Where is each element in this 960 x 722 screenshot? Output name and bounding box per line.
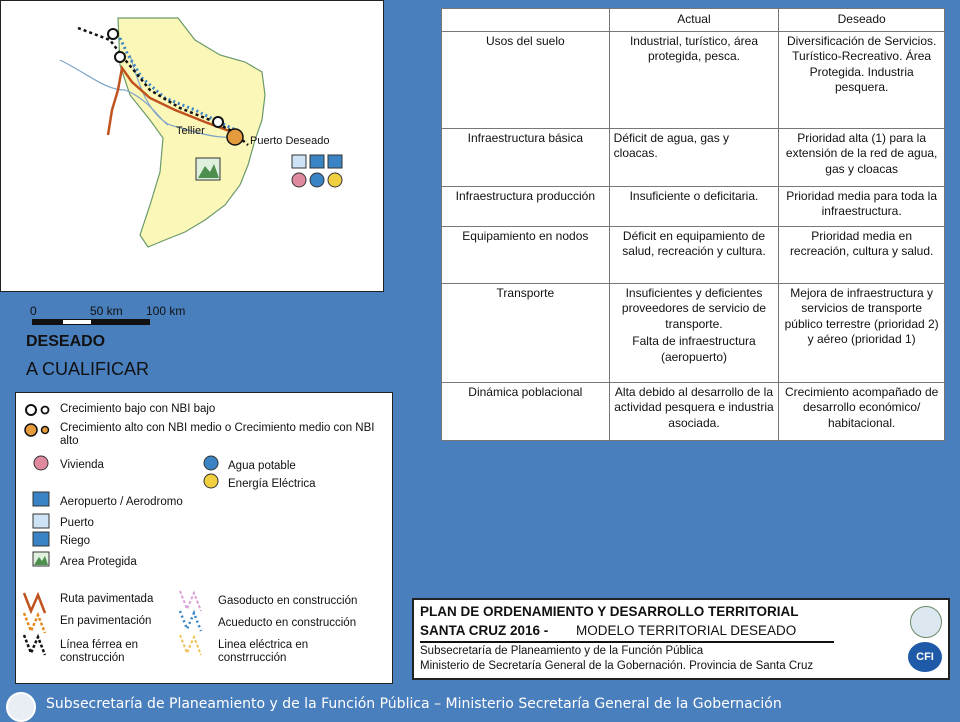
node-bajo xyxy=(115,52,125,62)
alto-icon xyxy=(24,423,54,437)
title-line1: PLAN DE ORDENAMIENTO Y DESARROLLO TERRITORIAL xyxy=(420,604,799,619)
legend-ruta: Ruta pavimentada xyxy=(60,593,154,605)
government-seal-icon xyxy=(6,692,36,722)
row-actual xyxy=(609,283,779,382)
aeropuerto-icon xyxy=(32,491,50,507)
row-category: Transporte xyxy=(442,283,610,382)
scale-bar xyxy=(30,304,230,328)
title-line2-rest: MODELO TERRITORIAL DESEADO xyxy=(576,623,797,638)
comparison-table xyxy=(441,8,945,441)
footer-text: Subsecretaría de Planeamiento y de la Función Pública – Ministerio Secretaría General de la Gobernación xyxy=(46,696,782,712)
legend-aeropuerto: Aeropuerto / Aerodromo xyxy=(60,496,183,508)
legend-alto: Crecimiento alto con NBI medio o Crecimiento medio con NBI alto xyxy=(60,422,375,447)
title-block xyxy=(412,598,950,680)
row-actual: Déficit en equipamiento de salud, recreación y cultura. xyxy=(609,226,779,283)
puerto-icon xyxy=(32,513,50,529)
row-category: Dinámica poblacional xyxy=(442,382,610,440)
node-alto xyxy=(227,129,243,145)
legend-vivienda: Vivienda xyxy=(60,459,104,471)
area-protegida-icon xyxy=(196,158,220,180)
label-tellier: Tellier xyxy=(176,125,205,137)
node-bajo xyxy=(213,117,223,127)
map-subtitle: A CUALIFICAR xyxy=(26,359,150,379)
map-panel xyxy=(0,0,384,292)
row-actual: Alta debido al desarrollo de la actividad pesquera e industria asociada. xyxy=(609,382,779,440)
legend-agua: Agua potable xyxy=(228,460,296,472)
node-bajo xyxy=(108,29,118,39)
agua-icon xyxy=(202,455,220,471)
table-header-row xyxy=(442,9,945,32)
area-protegida-legend-icon xyxy=(32,551,50,567)
row-deseado: Mejora de infraestructura y servicios de transporte público terrestre (prioridad 2) y aéreo (prioridad 1) xyxy=(779,283,945,382)
vivienda-icon xyxy=(32,455,50,471)
electrica-icon xyxy=(178,631,206,659)
table-row xyxy=(442,382,945,440)
legend-bajo: Crecimiento bajo con NBI bajo xyxy=(60,403,216,415)
ferrea-icon xyxy=(22,631,50,659)
scale-50: 50 km xyxy=(90,304,123,318)
legend-acueducto: Acueducto en construcción xyxy=(218,617,357,629)
header-actual: Actual xyxy=(609,9,779,32)
legend-gas: Gasoducto en construcción xyxy=(218,595,358,607)
table-row xyxy=(442,186,945,226)
province-seal-icon xyxy=(910,606,942,638)
map-title: DESEADO xyxy=(26,333,106,350)
legend-electrica: Linea eléctrica en constrrucción xyxy=(218,639,309,664)
title-line4: Ministerio de Secretaría General de la Gobernación. Provincia de Santa Cruz xyxy=(420,660,814,672)
riego-icon xyxy=(32,531,50,547)
table-row xyxy=(442,31,945,128)
energia-icon xyxy=(202,473,220,489)
legend xyxy=(15,392,393,684)
footer xyxy=(0,690,960,720)
legend-enpav: En pavimentación xyxy=(60,615,152,627)
row-category: Infraestructura básica xyxy=(442,128,610,186)
service-icons xyxy=(292,155,342,187)
row-actual: Insuficiente o deficitaria. xyxy=(609,186,779,226)
row-deseado: Prioridad alta (1) para la extensión de la red de agua, gas y cloacas xyxy=(779,128,945,186)
table-row xyxy=(442,128,945,186)
label-puerto-deseado: Puerto Deseado xyxy=(250,135,330,147)
row-category: Equipamiento en nodos xyxy=(442,226,610,283)
row-category: Usos del suelo xyxy=(442,31,610,128)
header-blank xyxy=(442,9,610,32)
row-category: Infraestructura producción xyxy=(442,186,610,226)
table-row xyxy=(442,283,945,382)
row-deseado: Crecimiento acompañado de desarrollo económico/ habitacional. xyxy=(779,382,945,440)
header-deseado: Deseado xyxy=(779,9,945,32)
row-actual-line: Falta de infraestructura (aeropuerto) xyxy=(632,334,756,364)
row-actual: Industrial, turístico, área protegida, pesca. xyxy=(609,31,779,128)
title-line3: Subsecretaría de Planeamiento y de la Función Pública xyxy=(420,645,704,657)
bajo-icon xyxy=(24,403,54,417)
legend-energia: Energía Eléctrica xyxy=(228,478,316,490)
title-line2-bold: SANTA CRUZ 2016 - xyxy=(420,623,549,638)
cfi-logo: CFI xyxy=(908,642,942,672)
scale-100: 100 km xyxy=(146,304,186,318)
legend-puerto: Puerto xyxy=(60,517,94,529)
row-actual-line: Insuficientes y deficientes proveedores de servicio de transporte. xyxy=(621,285,767,331)
row-actual: Déficit de agua, gas y cloacas. xyxy=(609,128,779,186)
legend-riego: Riego xyxy=(60,535,91,547)
row-deseado: Prioridad media para toda la infraestructura. xyxy=(779,186,945,226)
row-deseado: Diversificación de Servicios. Turístico-Recreativo. Área Protegida. Industria pesquera. xyxy=(779,31,945,128)
legend-area: Area Protegida xyxy=(60,556,137,568)
legend-ferrea: Línea férrea en construcción xyxy=(60,639,139,664)
scale-0: 0 xyxy=(30,304,37,318)
table-row xyxy=(442,226,945,283)
row-deseado: Prioridad media en recreación, cultura y salud. xyxy=(779,226,945,283)
